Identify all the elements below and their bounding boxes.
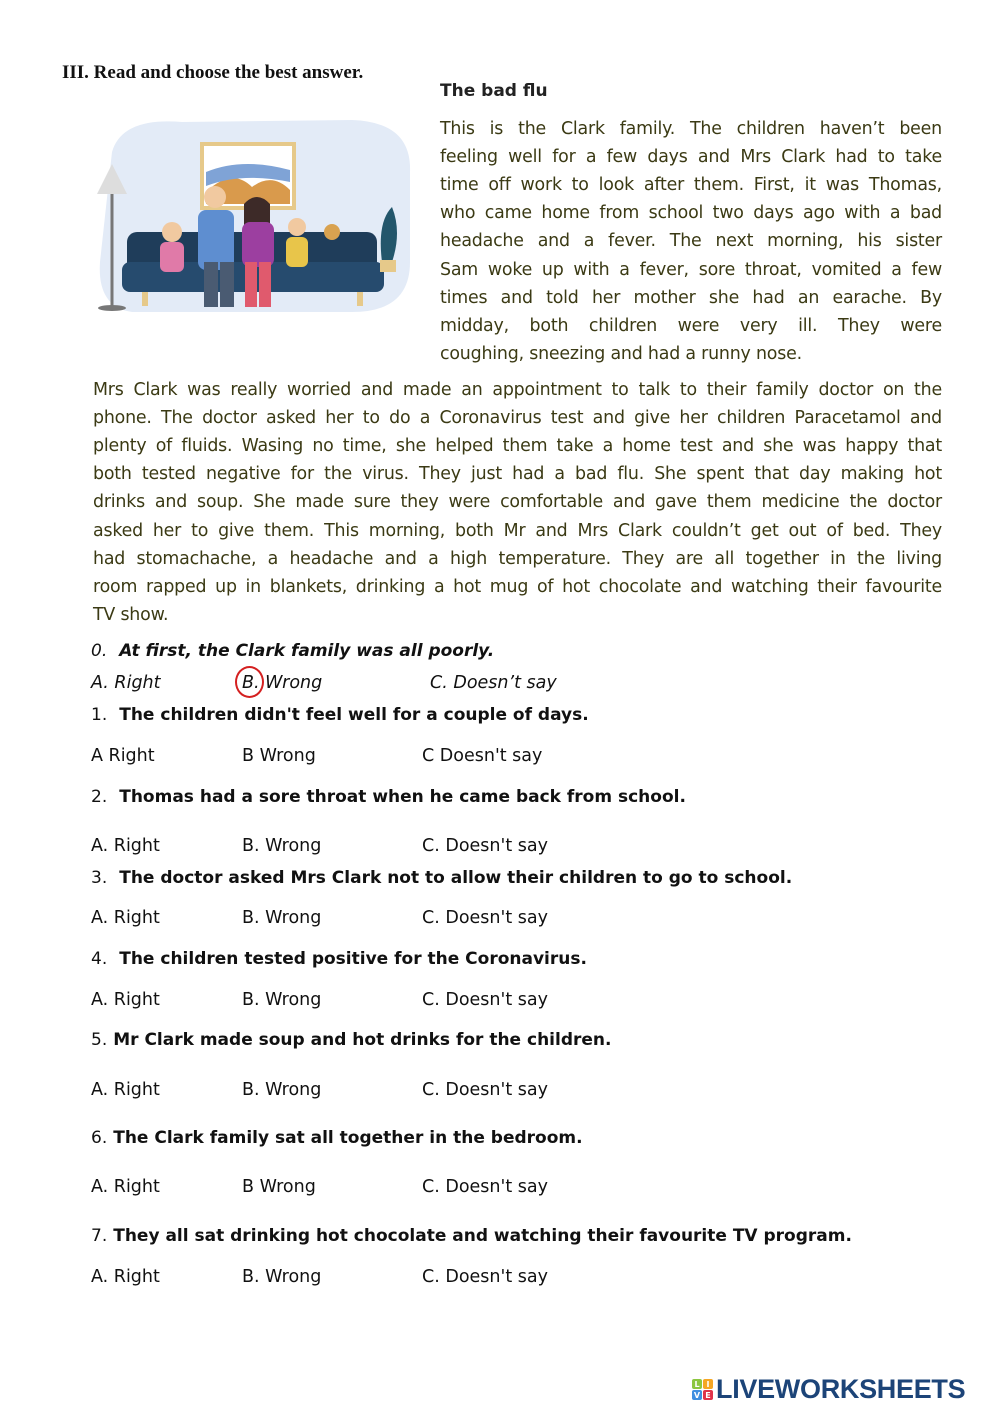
question-1 bbox=[91, 705, 589, 725]
passage-line: time off work to look after them. First, it was Thomas, bbox=[440, 175, 942, 196]
answer-option-a[interactable]: A. Right bbox=[91, 908, 160, 928]
answer-option-a[interactable]: A. Right bbox=[91, 990, 160, 1010]
question-5 bbox=[91, 1030, 611, 1050]
answer-option-a[interactable]: A. Right bbox=[91, 1080, 160, 1100]
answer-option-c[interactable]: C Doesn't say bbox=[422, 746, 543, 766]
family-illustration bbox=[92, 112, 417, 327]
question-text: The children tested positive for the Coronavirus. bbox=[119, 949, 587, 969]
question-number: 3. bbox=[91, 868, 108, 888]
question-2 bbox=[91, 787, 686, 807]
question-text: The children didn't feel well for a couple of days. bbox=[119, 705, 589, 725]
logo-tile: E bbox=[703, 1390, 713, 1400]
answer-option-a[interactable]: A Right bbox=[91, 746, 155, 766]
question-4 bbox=[91, 949, 587, 969]
passage-line: TV show. bbox=[93, 604, 169, 625]
question-number: 4. bbox=[91, 949, 108, 969]
logo-tiles-icon bbox=[692, 1379, 713, 1400]
passage-line: midday, both children were very ill. They were bbox=[440, 315, 942, 336]
answer-option-c[interactable]: C. Doesn't say bbox=[422, 1267, 548, 1287]
answer-option-a[interactable]: A. Right bbox=[91, 1177, 160, 1197]
passage-line: headache and a fever. The next morning, his sister bbox=[440, 231, 942, 252]
answer-option-c[interactable]: C. Doesn’t say bbox=[430, 673, 557, 693]
logo-tile: I bbox=[703, 1379, 713, 1389]
answer-option-a[interactable]: A. Right bbox=[91, 1267, 160, 1287]
question-number: 2. bbox=[91, 787, 108, 807]
question-text: The Clark family sat all together in the bedroom. bbox=[113, 1128, 583, 1148]
question-number: 7. bbox=[91, 1226, 108, 1246]
question-number: 6. bbox=[91, 1128, 108, 1148]
question-3 bbox=[91, 868, 792, 888]
passage-line: times and told her mother she had an earache. By bbox=[440, 287, 942, 308]
question-number: 0. bbox=[91, 641, 108, 661]
question-0 bbox=[91, 641, 494, 661]
answer-circle-mark bbox=[235, 666, 264, 698]
question-text: At first, the Clark family was all poorly. bbox=[119, 641, 495, 661]
answer-option-b[interactable]: B. Wrong bbox=[242, 908, 322, 928]
answer-option-b[interactable]: B. Wrong bbox=[242, 836, 322, 856]
story-title: The bad flu bbox=[440, 81, 548, 101]
question-number: 5. bbox=[91, 1030, 108, 1050]
logo-text: LIVEWORKSHEETS bbox=[716, 1374, 966, 1404]
passage-line: who came home from school two days ago with a bad bbox=[440, 203, 942, 224]
answer-option-b[interactable]: B. Wrong bbox=[242, 673, 323, 693]
passage-line: feeling well for a few days and Mrs Clark had to take bbox=[440, 147, 942, 168]
passage-line: This is the Clark family. The children haven’t been bbox=[440, 119, 942, 139]
answer-option-c[interactable]: C. Doesn't say bbox=[422, 1080, 548, 1100]
answer-option-a[interactable]: A. Right bbox=[91, 673, 161, 693]
passage-line: coughing, sneezing and had a runny nose. bbox=[440, 343, 802, 364]
logo-tile: V bbox=[693, 1390, 701, 1400]
passage-line: Mrs Clark was really worried and made an appointment to talk to their family doctor on the bbox=[93, 380, 942, 400]
answer-option-c[interactable]: C. Doesn't say bbox=[422, 990, 548, 1010]
answer-option-b[interactable]: B. Wrong bbox=[242, 1267, 322, 1287]
logo-tile: L bbox=[692, 1379, 702, 1389]
passage-line: both tested negative for the virus. They just had a bad flu. She spent that day making hot bbox=[93, 464, 942, 485]
passage-line: phone. The doctor asked her to do a Coronavirus test and give her children Paracetamol and bbox=[93, 408, 942, 429]
answer-option-c[interactable]: C. Doesn't say bbox=[422, 1177, 548, 1197]
passage-line: plenty of fluids. Wasing no time, she helped them take a home test and she was happy that bbox=[93, 436, 942, 457]
answer-option-b[interactable]: B. Wrong bbox=[242, 1080, 322, 1100]
question-text: Thomas had a sore throat when he came back from school. bbox=[119, 787, 686, 807]
question-text: Mr Clark made soup and hot drinks for the children. bbox=[113, 1030, 612, 1050]
question-7 bbox=[91, 1226, 852, 1246]
question-6 bbox=[91, 1128, 583, 1148]
passage-line: asked her to give them. This morning, both Mr and Mrs Clark couldn’t get out of bed. They bbox=[93, 520, 942, 541]
question-text: They all sat drinking hot chocolate and watching their favourite TV program. bbox=[113, 1226, 852, 1246]
passage-line: room rapped up in blankets, drinking a hot mug of hot chocolate and watching their favourite bbox=[93, 576, 942, 597]
answer-option-a[interactable]: A. Right bbox=[91, 836, 160, 856]
passage-line: had stomachache, a headache and a high temperature. They are all together in the living bbox=[93, 548, 942, 569]
question-text: The doctor asked Mrs Clark not to allow their children to go to school. bbox=[119, 868, 793, 888]
answer-option-c[interactable]: C. Doesn't say bbox=[422, 908, 548, 928]
liveworksheets-logo bbox=[692, 1374, 965, 1405]
question-number: 1. bbox=[91, 705, 108, 725]
answer-option-c[interactable]: C. Doesn't say bbox=[422, 836, 548, 856]
answer-option-b[interactable]: B Wrong bbox=[242, 1177, 316, 1197]
passage-line: drinks and soup. She made sure they were comfortable and gave them medicine the doctor bbox=[93, 492, 942, 513]
answer-option-b[interactable]: B. Wrong bbox=[242, 990, 322, 1010]
passage-line: Sam woke up with a fever, sore throat, vomited a few bbox=[440, 259, 942, 280]
section-heading: III. Read and choose the best answer. bbox=[62, 62, 364, 83]
answer-option-b[interactable]: B Wrong bbox=[242, 746, 316, 766]
